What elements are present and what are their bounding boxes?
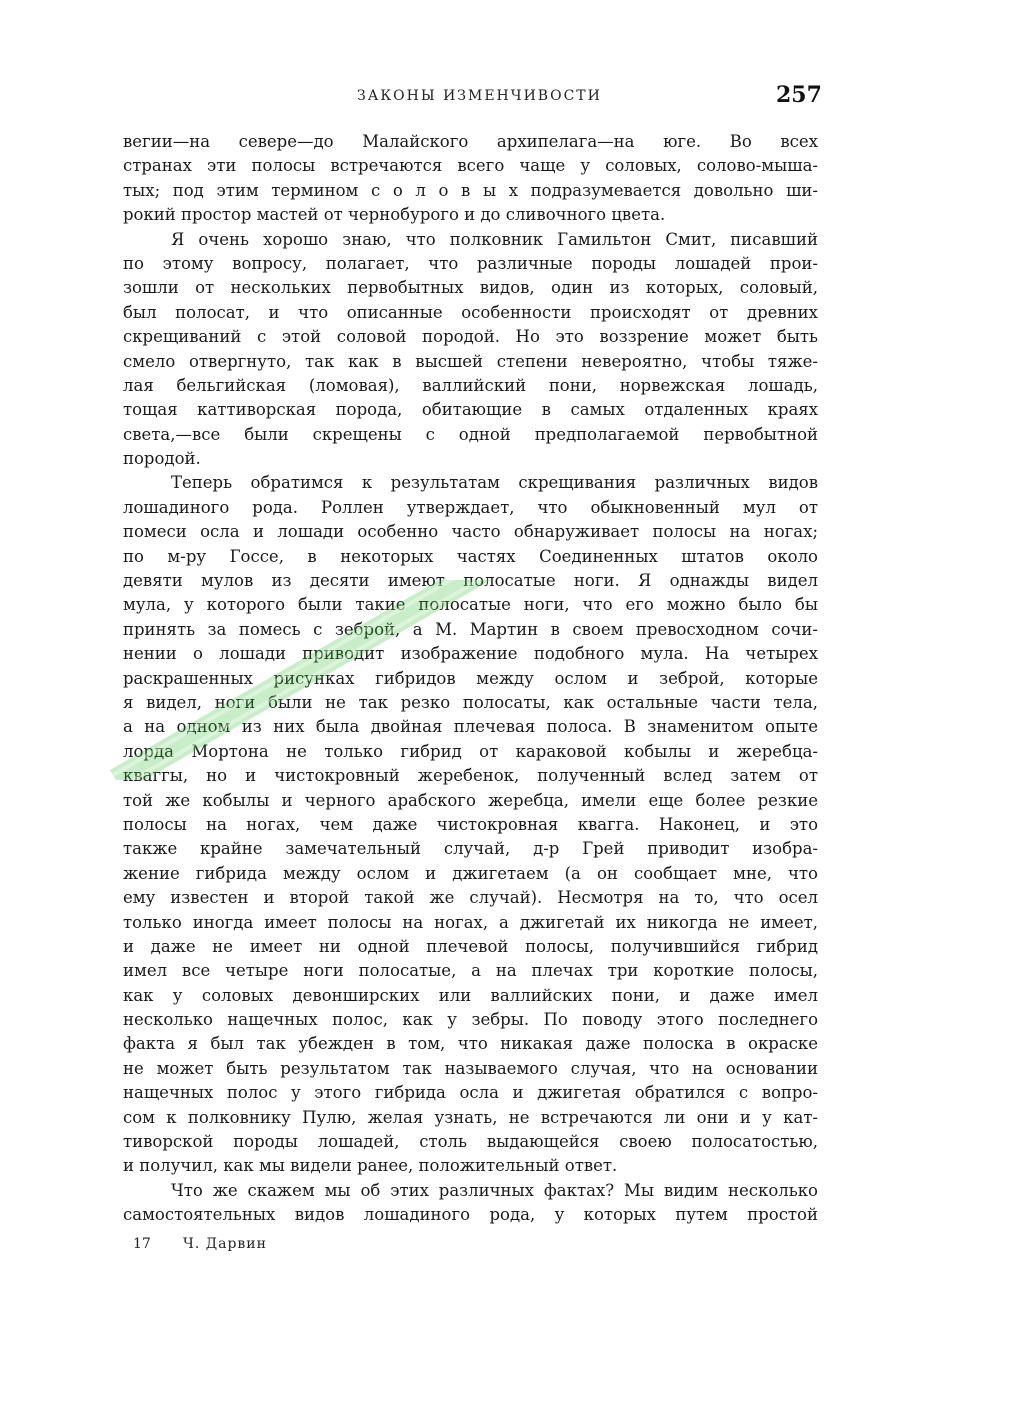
text-line: кваггы, но и чистокровный жеребенок, полученный вслед затем от <box>123 766 818 786</box>
text-line: смело отвергнуто, так как в высшей степени невероятно, чтобы тяже- <box>123 351 818 371</box>
text-line: тых; под этим термином с о л о в ы х подразумевается довольно ши- <box>123 180 818 200</box>
text-line: по м-ру Госсе, в некоторых частях Соединенных штатов около <box>123 546 818 566</box>
text-line: только иногда имеет полосы на ногах, а джигетай их никогда не имеет, <box>123 912 818 932</box>
text-line: света,—все были скрещены с одной предполагаемой первобытной <box>123 424 818 444</box>
text-line: был полосат, и что описанные особенности происходят от древних <box>123 302 818 322</box>
text-line: и даже не имеет ни одной плечевой полосы, получившийся гибрид <box>123 936 818 956</box>
text-line: девяти мулов из десяти имеют полосатые ноги. Я однажды видел <box>123 571 818 591</box>
text-line: по этому вопросу, полагает, что различные породы лошадей прои- <box>123 253 818 273</box>
text-line: вегии—на севере—до Малайского архипелага—на юге. Во всех <box>123 132 818 151</box>
text-line: нащечных полос у этого гибрида осла и джигетая обратился с вопро- <box>123 1083 818 1103</box>
text-line: а на одном из них была двойная плечевая полоса. В знаменитом опыте <box>123 717 818 737</box>
text-line: полосы на ногах, чем даже чистокровная квагга. Наконец, и это <box>123 814 818 834</box>
page-number: 257 <box>776 82 822 108</box>
text-line: той же кобылы и черного арабского жеребца, имели еще более резкие <box>123 790 818 810</box>
text-line: имел все четыре ноги полосатые, а на плечах три короткие полосы, <box>123 961 818 981</box>
paragraph-start-line: Что же скажем мы об этих различных фактах? Мы видим несколько <box>171 1180 818 1200</box>
text-line: лошадиного рода. Роллен утверждает, что обыкновенный мул от <box>123 497 818 517</box>
text-line: как у соловых девонширских или валлийских пони, и даже имел <box>123 985 818 1005</box>
signature-mark: 17 <box>133 1236 151 1252</box>
text-line: скрещиваний с этой соловой породой. Но это воззрение может быть <box>123 327 818 347</box>
text-line: также крайне замечательный случай, д-р Грей приводит изобра- <box>123 839 818 859</box>
text-line: раскрашенных рисунках гибридов между ослом и зеброй, которые <box>123 668 818 688</box>
text-line: мула, у которого были такие полосатые ноги, что его можно было бы <box>123 595 818 615</box>
text-line: ему известен и второй такой же случай). Несмотря на то, что осел <box>123 888 818 908</box>
text-line: несколько нащечных полос, как у зебры. По поводу этого последнего <box>123 1010 818 1030</box>
text-line: сом к полковнику Пулю, желая узнать, не встречаются ли они и у кат- <box>123 1107 818 1127</box>
text-line: я видел, ноги были не так резко полосаты, как остальные части тела, <box>123 692 818 712</box>
signature-author: Ч. Дарвин <box>183 1236 267 1252</box>
paragraph-start-line: Теперь обратимся к результатам скрещивания различных видов <box>171 473 818 493</box>
running-head: ЗАКОНЫ ИЗМЕНЧИВОСТИ <box>357 88 602 104</box>
text-line: лорда Мортона не только гибрид от караковой кобылы и жеребца- <box>123 741 818 761</box>
body-text <box>123 130 818 1228</box>
text-line: тиворской породы лошадей, столь выдающейся своею полосатостью, <box>123 1132 818 1152</box>
text-line: помеси осла и лошади особенно часто обнаруживает полосы на ногах; <box>123 522 818 542</box>
text-line: не может быть результатом так называемого случая, что на основании <box>123 1058 818 1078</box>
text-line: тощая каттиворская порода, обитающие в самых отдаленных краях <box>123 400 818 420</box>
text-line: и получил, как мы видели ранее, положительный ответ. <box>123 1156 618 1176</box>
text-line: странах эти полосы встречаются всего чаще у соловых, солово-мыша- <box>123 156 818 176</box>
text-line: породой. <box>123 449 201 469</box>
text-line: жение гибрида между ослом и джигетаем (а он сообщает мне, что <box>123 863 818 883</box>
text-line: зошли от нескольких первобытных видов, один из которых, соловый, <box>123 278 818 298</box>
text-line: лая бельгийская (ломовая), валлийский пони, норвежская лошадь, <box>123 375 818 395</box>
text-line: рокий простор мастей от чернобурого и до сливочного цвета. <box>123 205 666 225</box>
text-line: факта я был так убежден в том, что никакая даже полоска в окраске <box>123 1034 818 1054</box>
text-line: самостоятельных видов лошадиного рода, у которых путем простой <box>123 1205 818 1225</box>
text-line: принять за помесь с зеброй, а М. Мартин в своем превосходном сочи- <box>123 619 818 639</box>
paragraph-start-line: Я очень хорошо знаю, что полковник Гамильтон Смит, писавший <box>171 229 818 249</box>
text-line: нении о лошади приводит изображение подобного мула. На четырех <box>123 644 818 664</box>
